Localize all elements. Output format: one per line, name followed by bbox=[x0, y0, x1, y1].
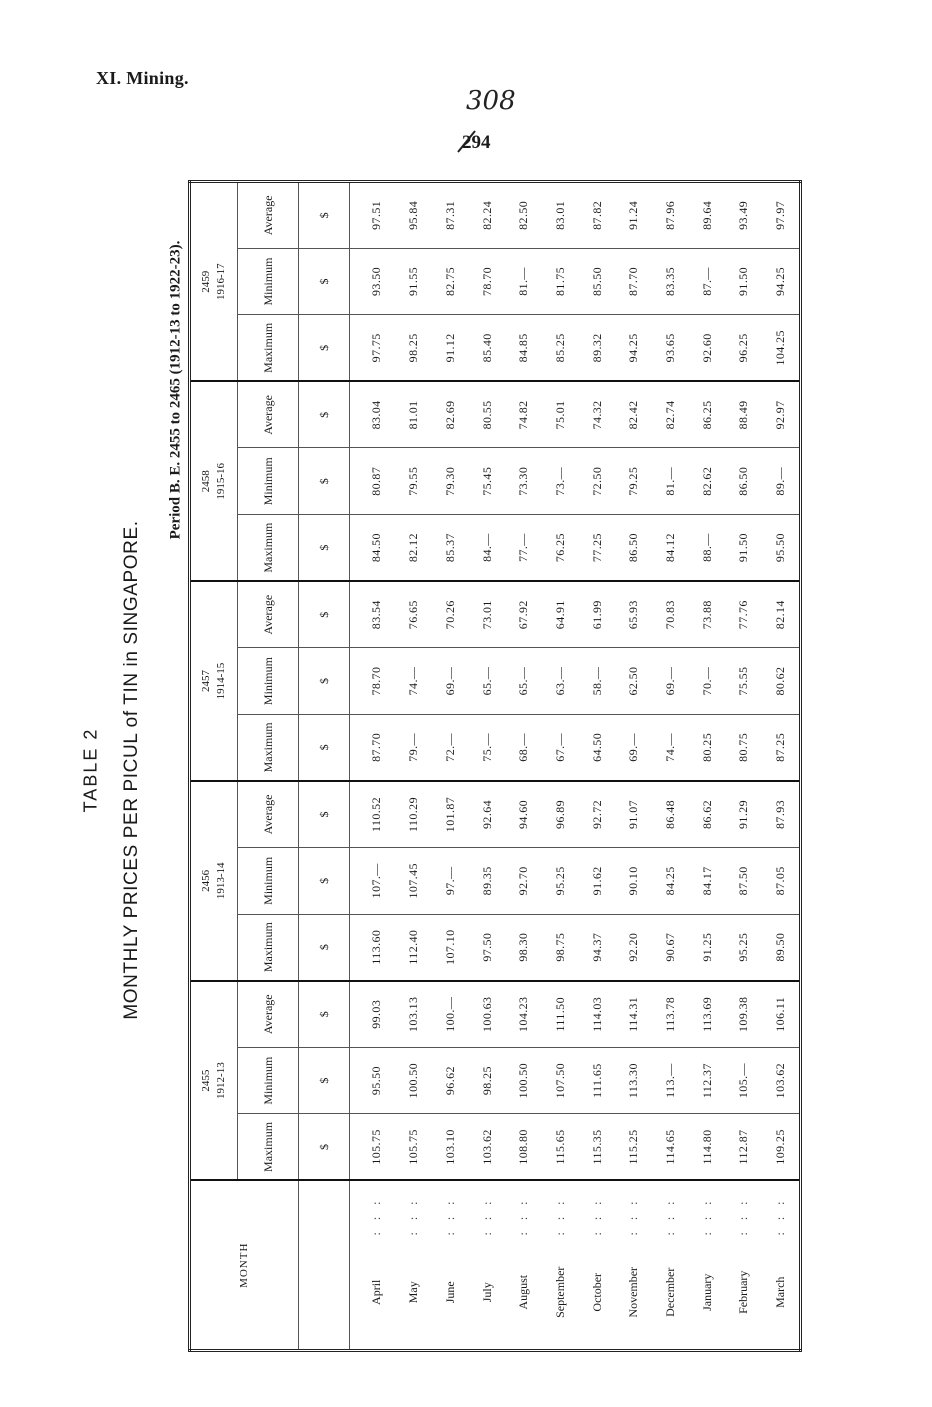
price-cell: 87.96 bbox=[652, 182, 689, 249]
price-cell: 113.69 bbox=[689, 981, 726, 1048]
price-cell: 92.20 bbox=[615, 914, 652, 981]
price-cell: 115.35 bbox=[579, 1114, 616, 1181]
price-cell: 85.50 bbox=[579, 248, 616, 315]
price-cell: 65.93 bbox=[615, 581, 652, 648]
month-label: November bbox=[626, 1266, 641, 1318]
price-cell: 103.62 bbox=[469, 1114, 506, 1181]
price-cell: 82.75 bbox=[432, 248, 469, 315]
price-cell: 81.01 bbox=[396, 381, 433, 448]
price-cell: 112.40 bbox=[396, 914, 433, 981]
price-cell: 89.50 bbox=[762, 914, 800, 981]
price-cell: 75.45 bbox=[469, 448, 506, 515]
tin-price-table bbox=[188, 180, 802, 1352]
table-row bbox=[689, 182, 726, 1351]
price-cell: 80.25 bbox=[689, 714, 726, 781]
table-row bbox=[432, 182, 469, 1351]
month-label: December bbox=[662, 1267, 677, 1317]
sub-header-minimum: Minimum bbox=[238, 448, 299, 515]
month-label: July bbox=[479, 1282, 494, 1303]
price-cell: 98.30 bbox=[506, 914, 543, 981]
year-header: 2458 1915-16 bbox=[190, 381, 238, 581]
price-cell: 95.25 bbox=[542, 848, 579, 915]
leader-dots: ::: bbox=[589, 1189, 604, 1236]
price-cell: 113.— bbox=[652, 1047, 689, 1114]
month-cell bbox=[725, 1181, 762, 1351]
price-cell: 92.64 bbox=[469, 781, 506, 848]
month-label: April bbox=[369, 1279, 384, 1305]
table-row bbox=[542, 182, 579, 1351]
sub-header-average: Average bbox=[238, 581, 299, 648]
price-cell: 89.— bbox=[762, 448, 800, 515]
month-cell bbox=[652, 1181, 689, 1351]
handwritten-page-number: 308 bbox=[466, 86, 516, 116]
price-cell: 69.— bbox=[615, 714, 652, 781]
currency-symbol: $ bbox=[299, 315, 350, 382]
price-cell: 74.— bbox=[396, 648, 433, 715]
price-cell: 112.37 bbox=[689, 1047, 726, 1114]
price-cell: 97.51 bbox=[350, 182, 396, 249]
price-cell: 73.— bbox=[542, 448, 579, 515]
sub-header-maximum: Maximum bbox=[238, 1114, 299, 1181]
price-cell: 61.99 bbox=[579, 581, 616, 648]
currency-symbol: $ bbox=[299, 448, 350, 515]
price-cell: 97.97 bbox=[762, 182, 800, 249]
price-cell: 104.25 bbox=[762, 315, 800, 382]
price-cell: 86.50 bbox=[615, 515, 652, 582]
price-cell: 78.70 bbox=[469, 248, 506, 315]
price-cell: 105.75 bbox=[350, 1114, 396, 1181]
leader-dots: ::: bbox=[662, 1189, 677, 1236]
price-cell: 83.54 bbox=[350, 581, 396, 648]
section-heading: XI. Mining. bbox=[96, 68, 189, 88]
price-cell: 110.52 bbox=[350, 781, 396, 848]
price-cell: 64.91 bbox=[542, 581, 579, 648]
leader-dots: ::: bbox=[369, 1189, 384, 1236]
year-header: 2459 1916-17 bbox=[190, 182, 238, 382]
price-cell: 94.25 bbox=[615, 315, 652, 382]
price-cell: 86.50 bbox=[725, 448, 762, 515]
price-cell: 80.75 bbox=[725, 714, 762, 781]
price-cell: 75.01 bbox=[542, 381, 579, 448]
price-cell: 104.23 bbox=[506, 981, 543, 1048]
price-cell: 113.30 bbox=[615, 1047, 652, 1114]
price-cell: 89.64 bbox=[689, 182, 726, 249]
price-cell: 91.50 bbox=[725, 515, 762, 582]
price-cell: 67.— bbox=[542, 714, 579, 781]
price-cell: 63.— bbox=[542, 648, 579, 715]
price-cell: 82.14 bbox=[762, 581, 800, 648]
currency-symbol: $ bbox=[299, 848, 350, 915]
year-header: 2455 1912-13 bbox=[190, 981, 238, 1181]
price-cell: 88.49 bbox=[725, 381, 762, 448]
month-cell bbox=[350, 1181, 396, 1351]
price-cell: 87.93 bbox=[762, 781, 800, 848]
currency-symbol: $ bbox=[299, 648, 350, 715]
price-cell: 85.40 bbox=[469, 315, 506, 382]
month-cell bbox=[689, 1181, 726, 1351]
price-cell: 82.42 bbox=[615, 381, 652, 448]
price-cell: 73.30 bbox=[506, 448, 543, 515]
currency-symbol: $ bbox=[299, 1114, 350, 1181]
price-cell: 64.50 bbox=[579, 714, 616, 781]
price-cell: 73.01 bbox=[469, 581, 506, 648]
price-cell: 97.50 bbox=[469, 914, 506, 981]
price-cell: 105.— bbox=[725, 1047, 762, 1114]
month-cell bbox=[762, 1181, 800, 1351]
price-cell: 92.70 bbox=[506, 848, 543, 915]
price-cell: 98.75 bbox=[542, 914, 579, 981]
price-cell: 87.25 bbox=[762, 714, 800, 781]
price-cell: 96.25 bbox=[725, 315, 762, 382]
price-cell: 65.— bbox=[469, 648, 506, 715]
price-cell: 84.85 bbox=[506, 315, 543, 382]
price-cell: 76.65 bbox=[396, 581, 433, 648]
price-cell: 93.50 bbox=[350, 248, 396, 315]
table-title: MONTHLY PRICES PER PICUL of TIN in SINGAPORE. bbox=[121, 520, 142, 1020]
sub-header-maximum: Maximum bbox=[238, 315, 299, 382]
price-cell: 87.50 bbox=[725, 848, 762, 915]
sub-header-maximum: Maximum bbox=[238, 914, 299, 981]
price-cell: 107.10 bbox=[432, 914, 469, 981]
price-cell: 82.24 bbox=[469, 182, 506, 249]
table-row bbox=[762, 182, 800, 1351]
price-cell: 83.35 bbox=[652, 248, 689, 315]
price-cell: 83.01 bbox=[542, 182, 579, 249]
price-cell: 73.88 bbox=[689, 581, 726, 648]
price-cell: 79.— bbox=[396, 714, 433, 781]
price-cell: 115.65 bbox=[542, 1114, 579, 1181]
price-cell: 91.29 bbox=[725, 781, 762, 848]
month-label: May bbox=[406, 1281, 421, 1304]
price-cell: 91.50 bbox=[725, 248, 762, 315]
year-header: 2456 1913-14 bbox=[190, 781, 238, 981]
price-cell: 89.32 bbox=[579, 315, 616, 382]
price-cell: 70.26 bbox=[432, 581, 469, 648]
price-cell: 93.65 bbox=[652, 315, 689, 382]
price-cell: 91.62 bbox=[579, 848, 616, 915]
leader-dots: ::: bbox=[736, 1189, 751, 1236]
price-cell: 87.05 bbox=[762, 848, 800, 915]
price-cell: 65.— bbox=[506, 648, 543, 715]
price-cell: 81.75 bbox=[542, 248, 579, 315]
table-row bbox=[469, 182, 506, 1351]
table-row bbox=[506, 182, 543, 1351]
price-cell: 113.78 bbox=[652, 981, 689, 1048]
table-row bbox=[579, 182, 616, 1351]
price-cell: 74.32 bbox=[579, 381, 616, 448]
price-cell: 96.89 bbox=[542, 781, 579, 848]
price-cell: 107.— bbox=[350, 848, 396, 915]
price-cell: 91.25 bbox=[689, 914, 726, 981]
currency-symbol: $ bbox=[299, 248, 350, 315]
price-cell: 87.31 bbox=[432, 182, 469, 249]
price-cell: 75.55 bbox=[725, 648, 762, 715]
price-cell: 86.62 bbox=[689, 781, 726, 848]
price-cell: 69.— bbox=[652, 648, 689, 715]
price-cell: 95.50 bbox=[350, 1047, 396, 1114]
price-cell: 95.25 bbox=[725, 914, 762, 981]
month-label: March bbox=[773, 1276, 788, 1308]
price-cell: 90.67 bbox=[652, 914, 689, 981]
leader-dots: ::: bbox=[699, 1189, 714, 1236]
month-label: February bbox=[736, 1270, 751, 1314]
price-cell: 89.35 bbox=[469, 848, 506, 915]
month-cell bbox=[432, 1181, 469, 1351]
price-cell: 84.25 bbox=[652, 848, 689, 915]
price-cell: 87.70 bbox=[615, 248, 652, 315]
price-cell: 70.83 bbox=[652, 581, 689, 648]
price-cell: 72.— bbox=[432, 714, 469, 781]
price-cell: 115.25 bbox=[615, 1114, 652, 1181]
sub-header-minimum: Minimum bbox=[238, 1047, 299, 1114]
price-table-container bbox=[188, 180, 802, 1352]
price-cell: 101.87 bbox=[432, 781, 469, 848]
currency-symbol: $ bbox=[299, 515, 350, 582]
price-cell: 100.50 bbox=[506, 1047, 543, 1114]
price-cell: 100.63 bbox=[469, 981, 506, 1048]
month-cell bbox=[396, 1181, 433, 1351]
currency-symbol: $ bbox=[299, 581, 350, 648]
leader-dots: ::: bbox=[406, 1189, 421, 1236]
price-cell: 107.50 bbox=[542, 1047, 579, 1114]
month-cell bbox=[579, 1181, 616, 1351]
price-cell: 86.25 bbox=[689, 381, 726, 448]
price-cell: 110.29 bbox=[396, 781, 433, 848]
price-cell: 78.70 bbox=[350, 648, 396, 715]
price-cell: 77.76 bbox=[725, 581, 762, 648]
leader-dots: ::: bbox=[479, 1189, 494, 1236]
currency-symbol: $ bbox=[299, 182, 350, 249]
month-label: August bbox=[516, 1274, 531, 1310]
price-cell: 96.62 bbox=[432, 1047, 469, 1114]
table-row bbox=[615, 182, 652, 1351]
price-cell: 85.37 bbox=[432, 515, 469, 582]
price-cell: 87.— bbox=[689, 248, 726, 315]
price-cell: 93.49 bbox=[725, 182, 762, 249]
price-cell: 109.25 bbox=[762, 1114, 800, 1181]
price-cell: 67.92 bbox=[506, 581, 543, 648]
leader-dots: ::: bbox=[516, 1189, 531, 1236]
price-cell: 77.25 bbox=[579, 515, 616, 582]
price-cell: 111.50 bbox=[542, 981, 579, 1048]
leader-dots: ::: bbox=[443, 1189, 458, 1236]
price-cell: 98.25 bbox=[469, 1047, 506, 1114]
sub-header-average: Average bbox=[238, 381, 299, 448]
price-cell: 92.60 bbox=[689, 315, 726, 382]
price-cell: 82.50 bbox=[506, 182, 543, 249]
currency-symbol: $ bbox=[299, 981, 350, 1048]
price-cell: 84.17 bbox=[689, 848, 726, 915]
price-cell: 103.10 bbox=[432, 1114, 469, 1181]
price-cell: 80.62 bbox=[762, 648, 800, 715]
currency-symbol: $ bbox=[299, 714, 350, 781]
price-cell: 79.55 bbox=[396, 448, 433, 515]
month-column-header: MONTH bbox=[190, 1181, 299, 1351]
price-cell: 82.69 bbox=[432, 381, 469, 448]
price-cell: 87.82 bbox=[579, 182, 616, 249]
table-row bbox=[396, 182, 433, 1351]
price-cell: 95.50 bbox=[762, 515, 800, 582]
price-cell: 94.25 bbox=[762, 248, 800, 315]
price-cell: 85.25 bbox=[542, 315, 579, 382]
price-cell: 70.— bbox=[689, 648, 726, 715]
month-cell bbox=[542, 1181, 579, 1351]
price-cell: 74.— bbox=[652, 714, 689, 781]
price-cell: 114.65 bbox=[652, 1114, 689, 1181]
price-cell: 84.50 bbox=[350, 515, 396, 582]
currency-symbol: $ bbox=[299, 781, 350, 848]
month-cell bbox=[615, 1181, 652, 1351]
price-cell: 98.25 bbox=[396, 315, 433, 382]
price-cell: 91.55 bbox=[396, 248, 433, 315]
leader-dots: ::: bbox=[773, 1189, 788, 1236]
price-cell: 92.97 bbox=[762, 381, 800, 448]
price-cell: 68.— bbox=[506, 714, 543, 781]
price-cell: 97.— bbox=[432, 848, 469, 915]
price-cell: 92.72 bbox=[579, 781, 616, 848]
price-cell: 77.— bbox=[506, 515, 543, 582]
price-cell: 75.— bbox=[469, 714, 506, 781]
price-cell: 114.31 bbox=[615, 981, 652, 1048]
price-cell: 80.87 bbox=[350, 448, 396, 515]
price-cell: 103.13 bbox=[396, 981, 433, 1048]
price-cell: 82.12 bbox=[396, 515, 433, 582]
price-cell: 114.03 bbox=[579, 981, 616, 1048]
sub-header-minimum: Minimum bbox=[238, 248, 299, 315]
printed-page-number: 294 bbox=[462, 132, 491, 153]
table-row bbox=[652, 182, 689, 1351]
price-cell: 108.80 bbox=[506, 1114, 543, 1181]
table-label: TABLE 2 bbox=[80, 727, 101, 813]
price-cell: 80.55 bbox=[469, 381, 506, 448]
price-cell: 76.25 bbox=[542, 515, 579, 582]
sub-header-maximum: Maximum bbox=[238, 515, 299, 582]
month-cell bbox=[469, 1181, 506, 1351]
price-cell: 111.65 bbox=[579, 1047, 616, 1114]
price-cell: 105.75 bbox=[396, 1114, 433, 1181]
leader-dots: ::: bbox=[553, 1189, 567, 1236]
price-cell: 95.84 bbox=[396, 182, 433, 249]
price-cell: 97.75 bbox=[350, 315, 396, 382]
sub-header-minimum: Minimum bbox=[238, 648, 299, 715]
month-label: January bbox=[699, 1273, 714, 1311]
price-cell: 58.— bbox=[579, 648, 616, 715]
price-cell: 91.24 bbox=[615, 182, 652, 249]
price-cell: 74.82 bbox=[506, 381, 543, 448]
price-cell: 91.07 bbox=[615, 781, 652, 848]
price-cell: 79.30 bbox=[432, 448, 469, 515]
price-cell: 72.50 bbox=[579, 448, 616, 515]
month-label: September bbox=[553, 1266, 567, 1318]
sub-header-minimum: Minimum bbox=[238, 848, 299, 915]
price-cell: 86.48 bbox=[652, 781, 689, 848]
currency-symbol: $ bbox=[299, 381, 350, 448]
sub-header-average: Average bbox=[238, 781, 299, 848]
price-cell: 99.03 bbox=[350, 981, 396, 1048]
price-cell: 88.— bbox=[689, 515, 726, 582]
currency-symbol: $ bbox=[299, 914, 350, 981]
table-row bbox=[725, 182, 762, 1351]
price-cell: 103.62 bbox=[762, 1047, 800, 1114]
price-cell: 82.74 bbox=[652, 381, 689, 448]
month-cell bbox=[506, 1181, 543, 1351]
table-period: Period B. E. 2455 to 2465 (1912-13 to 1922-23). bbox=[167, 240, 184, 540]
month-label: June bbox=[443, 1281, 458, 1304]
sub-header-maximum: Maximum bbox=[238, 714, 299, 781]
price-cell: 69.— bbox=[432, 648, 469, 715]
price-cell: 83.04 bbox=[350, 381, 396, 448]
price-cell: 84.12 bbox=[652, 515, 689, 582]
price-cell: 84.— bbox=[469, 515, 506, 582]
price-cell: 79.25 bbox=[615, 448, 652, 515]
price-cell: 113.60 bbox=[350, 914, 396, 981]
price-cell: 81.— bbox=[652, 448, 689, 515]
year-header: 2457 1914-15 bbox=[190, 581, 238, 781]
month-label: October bbox=[589, 1272, 604, 1312]
price-cell: 94.37 bbox=[579, 914, 616, 981]
price-cell: 107.45 bbox=[396, 848, 433, 915]
price-cell: 90.10 bbox=[615, 848, 652, 915]
price-cell: 81.— bbox=[506, 248, 543, 315]
price-cell: 87.70 bbox=[350, 714, 396, 781]
price-cell: 100.50 bbox=[396, 1047, 433, 1114]
price-cell: 82.62 bbox=[689, 448, 726, 515]
price-cell: 112.87 bbox=[725, 1114, 762, 1181]
sub-header-average: Average bbox=[238, 182, 299, 249]
price-cell: 109.38 bbox=[725, 981, 762, 1048]
price-cell: 100.— bbox=[432, 981, 469, 1048]
sub-header-average: Average bbox=[238, 981, 299, 1048]
month-currency-blank bbox=[299, 1181, 350, 1351]
price-cell: 91.12 bbox=[432, 315, 469, 382]
price-cell: 114.80 bbox=[689, 1114, 726, 1181]
leader-dots: ::: bbox=[626, 1189, 641, 1236]
table-row bbox=[350, 182, 396, 1351]
price-cell: 62.50 bbox=[615, 648, 652, 715]
price-cell: 94.60 bbox=[506, 781, 543, 848]
currency-symbol: $ bbox=[299, 1047, 350, 1114]
price-cell: 106.11 bbox=[762, 981, 800, 1048]
